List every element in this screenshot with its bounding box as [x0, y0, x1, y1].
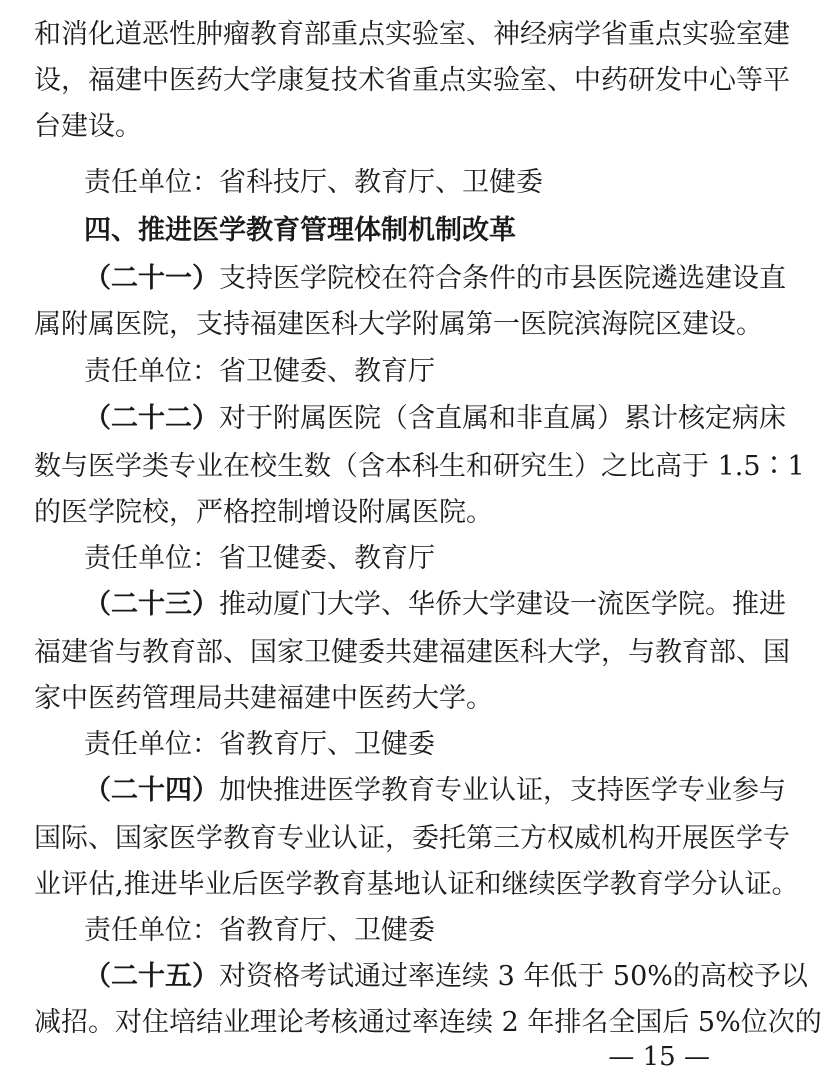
item-23-first-line [84, 588, 786, 622]
item-label-22: （二十二） [84, 403, 219, 434]
body-text-line: 国际、国家医学教育专业认证，委托第三方权威机构开展医学专 [34, 823, 790, 854]
responsibility-line: 责任单位：省卫健委、教育厅 [84, 543, 435, 574]
item-text: 推动厦门大学、华侨大学建设一流医学院。推进 [219, 589, 786, 620]
item-label-24: （二十四） [84, 775, 219, 806]
item-text: 加快推进医学教育专业认证，支持医学专业参与 [219, 775, 786, 806]
item-text: 支持医学院校在符合条件的市县医院遴选建设直 [219, 263, 786, 294]
body-text-line: 的医学院校，严格控制增设附属医院。 [34, 497, 493, 528]
body-text-line: 福建省与教育部、国家卫健委共建福建医科大学，与教育部、国 [34, 637, 790, 668]
body-text-line: 设，福建中医药大学康复技术省重点实验室、中药研发中心等平 [34, 65, 790, 96]
item-label-25: （二十五） [84, 961, 219, 992]
item-label-23: （二十三） [84, 589, 219, 620]
responsibility-line: 责任单位：省教育厅、卫健委 [84, 729, 435, 760]
body-text-line: 业评估,推进毕业后医学教育基地认证和继续医学教育学分认证。 [34, 869, 799, 900]
item-text: 对于附属医院（含直属和非直属）累计核定病床 [219, 403, 786, 434]
body-text-line: 台建设。 [34, 111, 142, 142]
body-text-line: 数与医学类专业在校生数（含本科生和研究生）之比高于 1.5∶1 [34, 451, 805, 482]
item-24-first-line [84, 774, 786, 808]
responsibility-line: 责任单位：省教育厅、卫健委 [84, 915, 435, 946]
responsibility-line: 责任单位：省科技厅、教育厅、卫健委 [84, 167, 543, 198]
item-22-first-line [84, 402, 786, 436]
body-text-line: 属附属医院，支持福建医科大学附属第一医院滨海院区建设。 [34, 309, 763, 340]
page-number: — 15 — [608, 1042, 710, 1072]
item-25-first-line [84, 960, 808, 994]
section-heading: 四、推进医学教育管理体制机制改革 [84, 215, 516, 246]
item-21-first-line [84, 262, 786, 296]
body-text-line: 家中医药管理局共建福建中医药大学。 [34, 683, 493, 714]
item-text: 对资格考试通过率连续 3 年低于 50%的高校予以 [219, 961, 808, 992]
responsibility-line: 责任单位：省卫健委、教育厅 [84, 356, 435, 387]
item-label-21: （二十一） [84, 263, 219, 294]
body-text-line: 减招。对住培结业理论考核通过率连续 2 年排名全国后 5%位次的 [34, 1007, 822, 1038]
body-text-line: 和消化道恶性肿瘤教育部重点实验室、神经病学省重点实验室建 [34, 19, 790, 50]
